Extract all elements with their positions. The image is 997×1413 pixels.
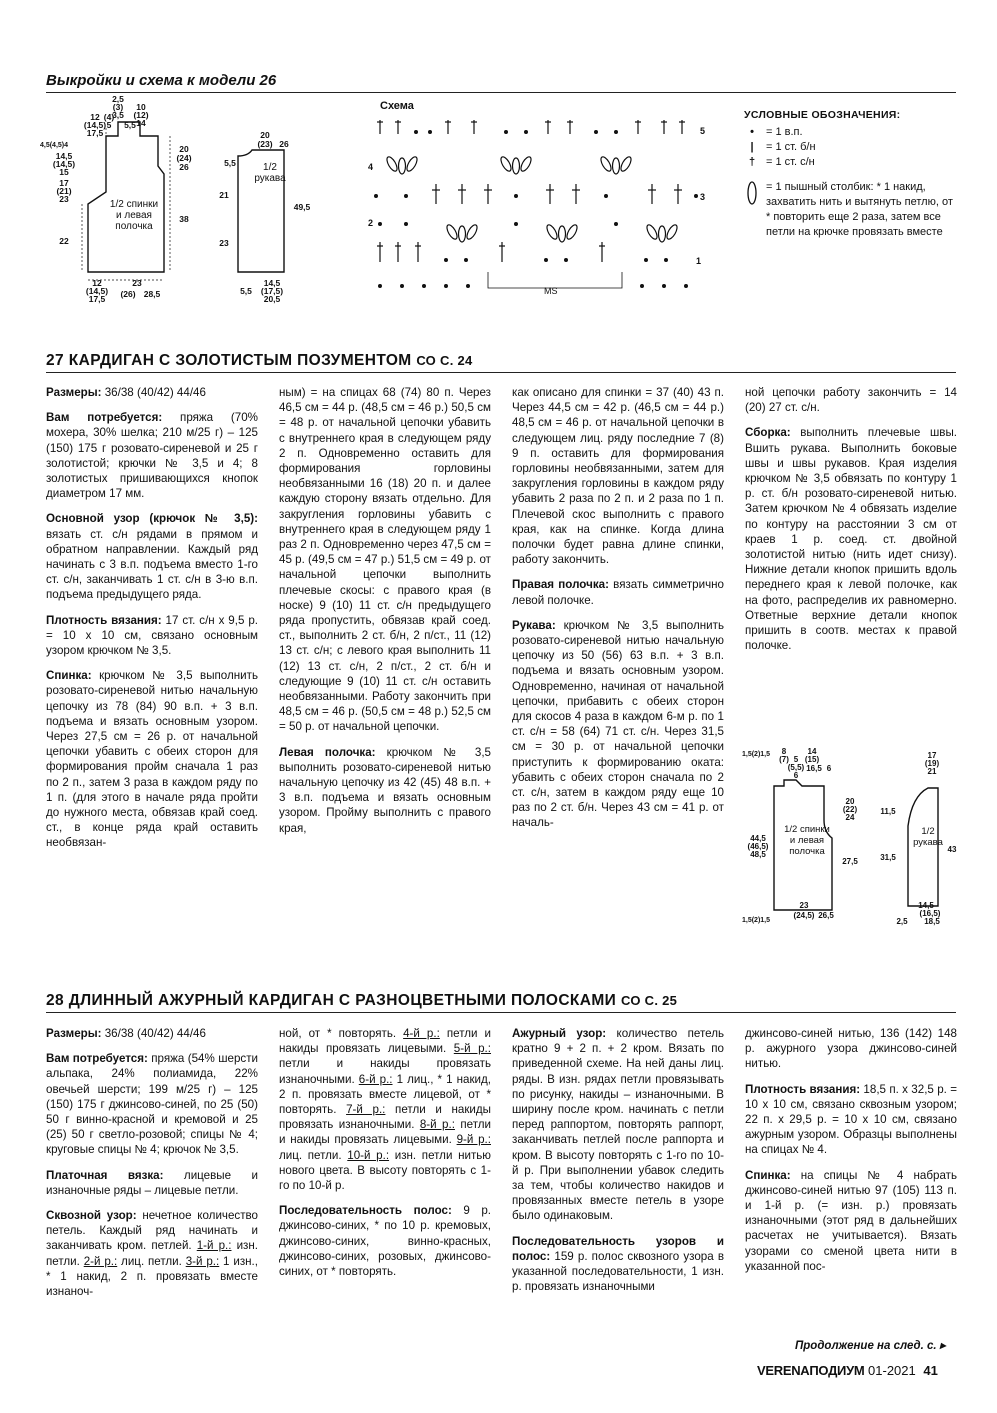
dim: 44,5 (750, 834, 766, 843)
dim: 15 (59, 167, 69, 177)
row-number: 3 (700, 192, 706, 202)
text: 18,5 п. х 32,5 р. = 10 х 10 см, связано сквозным узором; 22 п. х 29,5 р. = 10 х 10 см, связано ажурным узором. Образцы выполнены на спицах № 4. (745, 1082, 957, 1157)
label: Размеры: (46, 1027, 102, 1040)
crochet-chart (366, 112, 716, 302)
dim: 5,5 (240, 286, 252, 296)
dim: 5 (106, 120, 112, 130)
legend-heading: УСЛОВНЫЕ ОБОЗНАЧЕНИЯ: (744, 109, 901, 121)
label: Спинка: (745, 1168, 791, 1182)
dim: 12 (90, 112, 100, 122)
dim: (24) (176, 153, 192, 163)
label: Вам потребуется: (46, 1052, 148, 1066)
sec27-column-4 (745, 385, 957, 663)
sec28-column-2 (279, 1026, 491, 1289)
dim: 2,5 (112, 94, 124, 104)
text: выполнить плечевые швы. Вшить рукава. Выполнить боковые швы и швы рукавов. Края изделия крючком № 3,5 обвязать по контуру 1 р. ст. б/н розовато-сиреневой нитью. Затем крючком № 4 обвязать изделие по контуру на расстоянии 3 см от краев 1 р. соед. ст. двойной золотистой нитью (нить идет снизу). Нижние детали кнопок пришить вдоль переднего края к левой полочке, как на фото, распределив их равномерно. Ответные верхние детали кнопок пришить в соотв. местах к правой полочке. (745, 426, 957, 653)
dim: (21) (56, 186, 72, 196)
text: петли и накиды провязать изнаночными. (279, 1103, 491, 1132)
dim: 31,5 (880, 853, 896, 862)
dim: 1,5(2)1,5 (741, 917, 771, 924)
text: 1 лиц., * 1 накид, 2 п. провязать вместе лицевой, от * повторять. (279, 1072, 491, 1117)
dim: (16,5) (919, 909, 941, 918)
label: Основной узор (крючок № 3,5): (46, 512, 258, 526)
dim: 28,5 (143, 289, 161, 299)
dim: 23 (59, 194, 69, 204)
single-crochet-icon: | (750, 141, 754, 153)
text: 1 изн., * 1 накид, 2 п. провязать вместе изнаноч- (46, 1254, 258, 1299)
label: Размеры: (46, 386, 102, 399)
label: Рукава: (512, 618, 556, 632)
dim: 3,5 (112, 110, 124, 120)
dim: (23) (257, 139, 273, 149)
dim: 5,5 (224, 158, 236, 168)
dim: 21 (219, 190, 229, 200)
dim: (14,5) (52, 159, 76, 169)
text: 36/38 (40/42) 44/46 (101, 386, 206, 399)
section-28-title: 28 ДЛИННЫЙ АЖУРНЫЙ КАРДИГАН С РАЗНОЦВЕТНЫМИ ПОЛОСКАМИ (46, 992, 617, 1009)
dim: (22) (842, 805, 858, 814)
dim: 16,5 (806, 764, 822, 773)
sec28-column-4 (745, 1026, 957, 1284)
row-ref: 4-й р.: (403, 1027, 440, 1040)
sec28-column-3 (512, 1026, 724, 1304)
text: лиц. петли. (117, 1254, 186, 1268)
section-27-title: 27 КАРДИГАН С ЗОЛОТИСТЫМ ПОЗУМЕНТОМ (46, 352, 412, 369)
label: Сборка: (745, 426, 791, 440)
section-28-page-ref: СО С. 25 (620, 993, 678, 1008)
dim: 26 (179, 162, 189, 172)
dim: 20 (845, 797, 855, 806)
dim: 4,5(4,5)4 (39, 142, 69, 149)
issue-number: 01-2021 (868, 1363, 916, 1378)
dim: (7) (779, 755, 789, 764)
label: Платочная вязка: (46, 1168, 164, 1182)
text: 9 р. джинсово-синих, * по 10 р. кремовых, джинсово-синих, винно-красных, джинсово-синих, розовых, джинсово-синих, от * повторять. (279, 1204, 491, 1279)
dim: 1,5(2)1,5 (741, 751, 771, 758)
dim: 8 (781, 747, 787, 756)
label: Правая полочка: (512, 578, 609, 592)
text: лицевые и изнаночные ряды – лицевые петли. (46, 1168, 259, 1197)
puff-stitch-text: = 1 пышный столбик: * 1 накид, захватить нить и вытянуть петлю, от * повторить еще 2 раза, затем все петли на крючке провязать вместе (766, 181, 953, 238)
dim: 38 (179, 214, 189, 224)
dim: 12 (92, 278, 102, 288)
dim: 14 (136, 118, 146, 128)
pattern27-sleeve-diagram (872, 746, 962, 936)
dim: 6 (793, 771, 799, 780)
row-number: 4 (368, 162, 374, 172)
text: джинсово-синей нитью, 136 (142) 148 р. ажурного узора джинсово-синей нитью. (745, 1027, 957, 1071)
label: Сквозной узор: (46, 1209, 137, 1223)
label: Левая полочка: (279, 745, 376, 759)
dim: 21 (927, 767, 937, 776)
text: пряжа (70% мохера, 30% шелка; 210 м/25 г) – 125 (150) 175 г розовато-сиреневой и 25 г золотистой; крючки № 3,5 и 4; 8 золотистых пришивающихся кнопок диаметром 17 мм. (46, 411, 258, 501)
pattern26-sleeve-dims (279, 94, 320, 316)
row-number: 1 (696, 256, 702, 266)
section-28-heading (46, 992, 677, 1010)
section-28-rule (46, 1012, 956, 1013)
label: Спинка: (46, 669, 92, 683)
pattern26-body-diagram (40, 94, 210, 316)
dim: (14,5) (85, 286, 109, 296)
sec27-column-2 (279, 385, 491, 846)
dim: 49,5 (293, 202, 311, 212)
magazine-logo: VERENA (757, 1363, 810, 1378)
legend-item: = 1 ст. с/н (766, 156, 815, 168)
text: крючком № 3,5 выполнить розовато-сиреневой нитью начальную цепочку из 50 (56) 63 в.п. + 3 в.п. подъема и вязать основным узором. Одновременно, начиная от начальной цепочки, прибавить с обеих сторон для скосов 4 раза в каждом 6-м р. по 1 ст. с/н = 58 (64) 71 ст. с/н. Через 31,5 см = 30 р. от начальной цепочки приступить к формированию оката: убавить с обеих сторон сначала по 2 ст. с/н, затем в каждом ряду еще 10 раз по 2 ст. б/н. Через 43 см = 41 р. от началь- (512, 618, 724, 830)
body-piece-label: 1/2 спинки и левая полочка (784, 824, 830, 857)
legend-item: = 1 ст. б/н (766, 141, 816, 153)
text: петли и накиды провязать лицевыми. (279, 1027, 491, 1056)
dim: 43 (947, 845, 957, 854)
puff-stitch-icon (744, 180, 760, 211)
dim: 48,5 (750, 850, 766, 859)
dim: 23 (799, 901, 809, 910)
row-ref: 5-й р.: (453, 1042, 492, 1056)
dim: 11,5 (880, 807, 896, 816)
dim: 17,5 (88, 294, 106, 304)
dim: 6 (826, 764, 832, 773)
label: Последовательность полос: (279, 1204, 452, 1218)
dim: 22 (59, 236, 69, 246)
dim: (14,5) (83, 120, 107, 130)
dim: 18,5 (924, 917, 940, 926)
dim: 17 (59, 178, 69, 188)
section-27-page-ref: СО С. 24 (416, 353, 473, 368)
dim: (12) (133, 110, 149, 120)
row-ref: 7-й р.: (346, 1103, 386, 1117)
dim: 14,5 (918, 901, 934, 910)
sec27-column-1 (46, 385, 258, 861)
label: Вам потребуется: (46, 411, 163, 425)
dim: (4) (103, 112, 115, 122)
dim: (26) (120, 289, 136, 299)
section-27-heading (46, 352, 473, 370)
dim: 5 (793, 755, 799, 764)
dim: 14 (807, 747, 817, 756)
row-number: 2 (368, 218, 374, 228)
dim: 2,5 (896, 917, 908, 926)
footer-brand (757, 1363, 938, 1378)
text: изн. петли нитью нового цвета. В высоту повторять с 1-го по 10-й р. (279, 1148, 491, 1193)
sec28-column-1 (46, 1026, 258, 1309)
chain-stitch-icon: • (750, 126, 754, 138)
dim: 20 (179, 144, 189, 154)
continued-link[interactable]: Продолжение на след. с. ▸ (795, 1340, 946, 1352)
text: нечетное количество петель. Каждый ряд начинать и заканчивать кром. петлей. (46, 1209, 258, 1253)
text: пряжа (54% шерсти альпака, 24% полиамида, 22% овечьей шерсти; 199 м/25 г) – 125 (150) 175 г джинсово-синей, по 25 (50) 50 г винно-красной и кремовой и 25 (25) 50 г светло-розовой; спицы № 4; круговые спицы № 4; крючок № 3,5. (46, 1052, 258, 1157)
text: как описано для спинки = 37 (40) 43 п. Через 44,5 см = 42 р. (46,5 см = 44 р.) 48,5 см = 46 р. от начальной цепочки в следующем лиц. ряду последние 7 (8) 9 п. оставить для формирования горловины необвязанными, затем для закругления горловины в каждом ряду убавить 2 раза по 2 п. и 2 раза по 1 п. Плечевой скос выполнить с правого края, как на спинке. Когда длина полочки будет равна длине спинки, работу закончить. (512, 386, 724, 567)
label: Плотность вязания: (745, 1082, 861, 1096)
dim: 23 (132, 278, 142, 288)
text: ным) = на спицах 68 (74) 80 п. Через 46,5 см = 44 р. (48,5 см = 46 р.) 50,5 см = 48 р. от начальной цепочки убавить с внутреннего края в следующем ряду 2 п. Одновременно оставить для формирования горловины необвязанными 16 (18) 20 п. и далее каждую сторону вязать отдельно. Для закругления горловины убавить с внутреннего края в следующем ряду 1 раз 2 п. Одновременно через 47,5 см = 45 р. (49,5 см = 47 р.) 51,5 см = 49 р. от начальной цепочки выполнить плечевые скосы: с правого края (в носке) 9 (10) 11 ст. с/н предыдущего ряда пропустить, обвязав край соед. ст., выполнить 2 ст. б/н, 2 п/ст., 11 (12) 13 ст. с/н; с левого края выполнить 11 (12) 13 ст. с/н, 2 п/ст., 2 ст. б/н и следующие 9 (10) 11 ст. с/н оставить необвязанными. Работу закончить при 48,5 см = 46 р. (50,5 см = 48 р.) 52,5 см = 50 р. от начальной цепочки. (279, 386, 491, 734)
text: лиц. петли. (279, 1148, 348, 1162)
dim: (3) (112, 102, 124, 112)
dim: 26 (279, 139, 289, 149)
dim: (24,5) (793, 911, 815, 920)
patterns-title: Выкройки и схема к модели 26 (46, 72, 277, 89)
text: вязать симметрично левой полочке. (512, 578, 724, 607)
dim: 17 (927, 751, 937, 760)
text: петли и накиды провязать изнаночными. (279, 1057, 491, 1086)
text: количество петель кратно 9 + 2 п. + 2 кром. Вязать по приведенной схеме. На ней даны лиц. ряды. В изн. рядах петли провязывать по рисунку, накиды – изнаночными. В ширину после кром. начинать с петли перед раппортом, повторять раппорт, заканчивать петлей после раппорта и кром. В высоту повторять с 1-го по 10-й р. При выполнении убавок следить за тем, чтобы количество накидов и провязанных вместе петель в узоре было одинаковым. (512, 1027, 725, 1223)
section-27-rule (46, 372, 956, 373)
title-rule (46, 92, 956, 93)
dim: 23 (219, 238, 229, 248)
dim: 5,5 (124, 120, 136, 130)
dim: (15) (804, 755, 820, 764)
label: Плотность вязания: (46, 613, 162, 627)
double-crochet-icon: † (748, 156, 756, 168)
row-number: 5 (700, 126, 706, 136)
text: изн. петли. (46, 1239, 258, 1268)
label: Последовательность узоров и полос: (512, 1234, 724, 1263)
row-ref: 1-й р.: (196, 1239, 232, 1253)
sleeve-piece-label: 1/2 рукава (254, 162, 286, 184)
row-ref: 6-й р.: (358, 1072, 393, 1086)
pattern26-sleeve-diagram (210, 94, 290, 316)
legend (744, 108, 964, 240)
dim: 26,5 (818, 911, 834, 920)
dim: 14,5 (263, 278, 281, 288)
row-ref: 9-й р.: (456, 1133, 491, 1147)
legend-item: = 1 в.п. (766, 126, 803, 138)
schema-title: Схема (380, 100, 414, 112)
dim: 20 (260, 130, 270, 140)
dim: (19) (924, 759, 940, 768)
row-ref: 3-й р.: (185, 1254, 220, 1268)
dim: 27,5 (842, 857, 858, 866)
label: Ажурный узор: (512, 1027, 607, 1040)
text: 159 р. полос сквозного узора в указанной последовательности, 1 изн. р. провязать изнаночными (512, 1249, 724, 1294)
text: крючком № 3,5 выполнить розовато-сиреневой нитью начальную цепочку из 78 (84) 90 в.п. + 3 в.п. подъема и вязать основным узором. Через 27,5 см = 26 р. от начальной цепочки убавить с обеих сторон для формирования пройм сначала 1 раз по 2 п., затем 3 раза в каждом ряду по 1 п. (для этого в начале ряда пройти до нужного места, обвязав край соед. ст., в конце ряда край оставить необвязан- (46, 669, 258, 850)
dim: 14,5 (55, 151, 73, 161)
text: ной цепочки работу закончить = 14 (20) 27 ст. с/н. (745, 386, 957, 415)
dim: 10 (136, 102, 146, 112)
row-ref: 8-й р.: (419, 1118, 455, 1132)
body-piece-label: 1/2 спинки и левая полочка (109, 199, 159, 232)
pattern27-body-diagram (742, 746, 872, 936)
text: ной, от * повторять. (279, 1027, 404, 1040)
ms-label: MS (544, 286, 558, 296)
dim: 17,5 (86, 128, 104, 138)
dim: (17,5) (260, 286, 284, 296)
text: на спицы № 4 набрать джинсово-синей нитью 97 (105) 113 п. и 1-й р. (= изн. р.) провязать изнаночными (этот ряд в дальнейших расчетах не учитывается). Вязать узорами со сменой цвета нити в указанной пос- (745, 1168, 957, 1273)
row-ref: 10-й р.: (347, 1148, 390, 1162)
text: 36/38 (40/42) 44/46 (101, 1027, 206, 1040)
sec27-column-3 (512, 385, 724, 841)
dim: 20,5 (263, 294, 281, 304)
text: 17 ст. с/н х 9,5 р. = 10 х 10 см, связано основным узором крючком № 3,5. (46, 613, 258, 658)
dim: (46,5) (747, 842, 769, 851)
row-ref: 2-й р.: (83, 1254, 118, 1268)
magazine-logo-2: ПОДИУМ (809, 1363, 865, 1378)
dim: 24 (845, 813, 855, 822)
text: петли и накиды провязать лицевыми. (279, 1118, 492, 1147)
dim: (5,5) (787, 763, 805, 772)
text: крючком № 3,5 выполнить розовато-сиреневой нитью начальную цепочку из 42 (45) 48 в.п. + 3 в.п. подъема и вязать основным узором. Пройму выполнить с правого края, (279, 745, 491, 835)
sleeve-piece-label: 1/2 рукава (913, 826, 943, 848)
text: вязать ст. с/н рядами в прямом и обратном направлении. Каждый ряд начинать с 3 в.п. подъема вместо 1-го ст. с/н, заканчивать 1 ст. с/н в 3-ю в.п. подъема предыдущего ряда. (46, 527, 258, 602)
page-number: 41 (923, 1363, 938, 1378)
